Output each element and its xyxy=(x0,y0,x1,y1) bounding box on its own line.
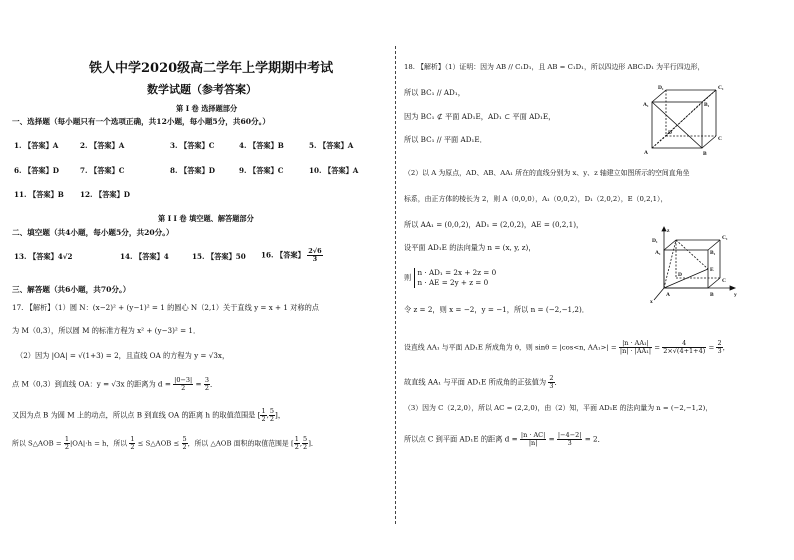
text: = xyxy=(193,379,204,389)
text: 故直线 AA₁ 与平面 AD₁E 所成角的正弦值为 xyxy=(404,377,549,387)
fraction-denominator: |n| · |AA₁| xyxy=(619,347,652,355)
label-A1: A₁ xyxy=(655,250,661,256)
answer-16-prefix: 16. 【答案】 xyxy=(261,250,305,260)
fill-section-title: 二、填空题（共4小题，每小题5分，共20分。） xyxy=(12,228,174,237)
label-z: z xyxy=(667,228,670,234)
fraction-numerator: 1 xyxy=(130,435,135,443)
q17-line-4 xyxy=(12,377,217,392)
label-x: x xyxy=(650,299,653,304)
answer-8: 8. 【答案】D xyxy=(170,166,215,175)
text: , xyxy=(299,439,303,448)
answer-3: 3. 【答案】C xyxy=(170,141,215,150)
text: 又因为点 B 为圆 M 上的动点，所以点 B 到直线 OA 的距离 h 的取值范围是 [ xyxy=(12,410,261,420)
text: = 2． xyxy=(582,434,605,444)
fraction xyxy=(520,432,546,447)
text: = xyxy=(706,343,717,352)
q18-line-4: 所以 BC₁ // 平面 AD₁E． xyxy=(404,135,487,144)
label-A: A xyxy=(644,150,648,156)
fraction-denominator: 3 xyxy=(312,255,318,263)
fraction-denominator: 2×√(4+1+4) xyxy=(663,347,706,355)
q18-line-1: 18. 【解析】（1）证明：因为 AB // C₁D₁，且 AB = C₁D₁，所以四边形 ABC₁D₁ 为平行四边形， xyxy=(404,63,705,71)
fraction-denominator: 3 xyxy=(567,439,572,447)
solve-section-title: 三、解答题（共6小题，共70分。） xyxy=(12,285,131,294)
q18-line-11 xyxy=(404,340,729,355)
q17-line-3: （2）因为 |OA| = √(1+3) = 2，且直线 OA 的方程为 y = √3x， xyxy=(16,351,230,360)
fraction-denominator: |n| xyxy=(528,439,538,447)
answer-16 xyxy=(261,248,323,263)
label-y: y xyxy=(734,292,737,298)
answer-4: 4. 【答案】B xyxy=(239,141,284,150)
fraction-numerator: 5 xyxy=(182,435,187,443)
part2-heading: 第 I I 卷 填空题、解答题部分 xyxy=(158,214,254,223)
fraction-denominator: 2 xyxy=(303,443,308,451)
fraction-numerator: 2√6 xyxy=(308,247,322,255)
equation-system xyxy=(414,268,497,288)
text: ]． xyxy=(308,439,318,448)
answer-10: 10. 【答案】A xyxy=(309,166,359,175)
label-C: C xyxy=(718,136,722,142)
q18-system xyxy=(404,268,496,288)
label-C1: C₁ xyxy=(718,85,724,91)
fraction-denominator: 2 xyxy=(181,384,186,392)
fraction-numerator: 1 xyxy=(294,435,299,443)
answer-13: 13. 【答案】4√2 xyxy=(14,252,73,261)
label-A1: A₁ xyxy=(643,102,649,108)
q18-line-10: 令 z = 2，则 x = −2，y = −1，所以 n = (−2,−1,2)． xyxy=(404,305,589,314)
text: ，所以 △AOB 面积的取值范围是 [ xyxy=(187,439,294,448)
fraction-denominator: 3 xyxy=(549,382,554,390)
page-title: 铁人中学2020级高二学年上学期期中考试 xyxy=(89,61,334,76)
label-C1: C₁ xyxy=(722,235,728,241)
label-C: C xyxy=(722,278,726,284)
answer-12: 12. 【答案】D xyxy=(80,190,130,199)
text: ， xyxy=(722,343,730,352)
equation-1: n · AD₁ = 2x + 2z = 0 xyxy=(417,268,497,277)
q17-line-6 xyxy=(12,436,318,451)
text: 所以点 C 到平面 AD₁E 的距离 d = xyxy=(404,434,520,444)
answer-14: 14. 【答案】4 xyxy=(120,252,169,261)
fraction-denominator: 2 xyxy=(294,443,299,451)
q18-line-2: 所以 BC₁ // AD₁， xyxy=(404,88,465,97)
answer-5: 5. 【答案】A xyxy=(309,141,354,150)
q18-line-14 xyxy=(404,432,605,447)
label-B: B xyxy=(703,151,707,157)
label-B1: B₁ xyxy=(710,250,716,256)
label-D1: D₁ xyxy=(658,85,664,91)
label-B: B xyxy=(710,292,714,298)
fraction-denominator: 2 xyxy=(64,443,69,451)
fraction-numerator: |n · AC| xyxy=(520,431,546,439)
text: 点 M（0,3）到直线 OA：y = √3x 的距离为 d = xyxy=(12,379,174,389)
text: 所以 S△AOB = xyxy=(12,439,64,448)
fraction xyxy=(173,377,193,392)
fraction-numerator: 5 xyxy=(269,407,275,415)
fraction-numerator: |0−3| xyxy=(174,376,193,384)
choice-section-title: 一、选择题（每小题只有一个选项正确，共12小题，每小题5分，共60分。） xyxy=(12,117,271,126)
q17-line-1: 17. 【解析】（1）圆 N：(x−2)² + (y−1)² = 1 的圆心 N（2,1）关于直线 y = x + 1 对称的点 xyxy=(12,303,319,312)
cube-figure-1 xyxy=(642,82,726,158)
text: ]， xyxy=(275,410,286,420)
q18-line-3: 因为 BC₁ ⊄ 平面 AD₁E，AD₁ ⊂ 平面 AD₁E， xyxy=(404,112,556,121)
fraction-denominator: 2 xyxy=(261,415,266,423)
column-divider xyxy=(395,46,396,524)
answer-6: 6. 【答案】D xyxy=(14,166,59,175)
fraction-denominator: 2 xyxy=(130,443,135,451)
q18-line-8: 设平面 AD₁E 的法向量为 n = (x, y, z)， xyxy=(404,243,536,252)
text: ． xyxy=(209,379,218,389)
q18-line-12 xyxy=(404,375,562,390)
text: = xyxy=(546,434,557,444)
answer-11: 11. 【答案】B xyxy=(14,190,64,199)
label-E: E xyxy=(710,267,714,273)
fraction-denominator: 2 xyxy=(269,415,275,423)
label-A: A xyxy=(666,292,670,298)
answer-15: 15. 【答案】50 xyxy=(192,252,246,261)
answer-1: 1. 【答案】A xyxy=(14,141,59,150)
text: |OA|·h = h，所以 xyxy=(69,439,130,448)
answer-9: 9. 【答案】C xyxy=(239,166,284,175)
text: ≤ S△AOB ≤ xyxy=(135,439,182,448)
fraction xyxy=(557,432,583,447)
label-D: D xyxy=(678,272,682,278)
part1-heading: 第 I 卷 选择题部分 xyxy=(176,104,238,113)
text: ． xyxy=(554,377,562,387)
fraction-denominator: 2 xyxy=(182,443,187,451)
text: , xyxy=(266,410,269,420)
q17-line-2: 为 M（0,3），所以圆 M 的标准方程为 x² + (y−3)² = 1． xyxy=(12,326,201,335)
cube-figure-2 xyxy=(650,226,740,304)
label-D1: D₁ xyxy=(652,238,658,244)
text: = xyxy=(652,343,663,352)
answer-2: 2. 【答案】A xyxy=(80,141,125,150)
q18-line-7: 所以 AA₁ = (0,0,2)，AD₁ = (2,0,2)，AE = (0,2,1)， xyxy=(404,220,584,229)
fraction-numerator: 3 xyxy=(204,376,209,384)
q17-line-5 xyxy=(12,408,285,423)
fraction xyxy=(619,340,652,355)
fraction-numerator: 4 xyxy=(662,340,706,348)
text: 设直线 AA₁ 与平面 AD₁E 所成角为 θ，则 sinθ = |cos<n, AA₁>| = xyxy=(404,343,619,352)
q18-line-5: （2）以 A 为原点，AD、AB、AA₁ 所在的直线分别为 x、y、z 轴建立如图所示的空间直角坐 xyxy=(404,169,690,177)
fraction-numerator: 2 xyxy=(549,374,554,382)
fraction-numerator: 2 xyxy=(717,339,722,347)
fraction-numerator: 1 xyxy=(261,407,266,415)
label-D: D xyxy=(668,130,672,136)
fraction-denominator: 2 xyxy=(204,384,209,392)
answer-16-fraction xyxy=(307,248,322,263)
fraction-numerator: 5 xyxy=(303,435,308,443)
equation-2: n · AE = 2y + z = 0 xyxy=(417,278,489,287)
answer-7: 7. 【答案】C xyxy=(80,166,125,175)
fraction-denominator: 3 xyxy=(717,347,722,355)
fraction-numerator: |−4−2| xyxy=(557,431,582,439)
fraction xyxy=(662,340,706,355)
text: 则 xyxy=(404,273,412,282)
label-B1: B₁ xyxy=(704,102,710,108)
q18-line-6: 标系，由正方体的棱长为 2，则 A（0,0,0），A₁（0,0,2），D₁（2,0,2），E（0,2,1）， xyxy=(404,195,668,203)
page-subtitle: 数学试题（参考答案） xyxy=(147,83,257,96)
fraction-numerator: |n · AA₁| xyxy=(619,340,652,348)
q18-line-13: （3）因为 C（2,2,0），所以 AC = (2,2,0)，由（2）知，平面 AD₁E 的法向量为 n = (−2,−1,2)， xyxy=(404,404,713,412)
fraction-numerator: 1 xyxy=(64,435,69,443)
